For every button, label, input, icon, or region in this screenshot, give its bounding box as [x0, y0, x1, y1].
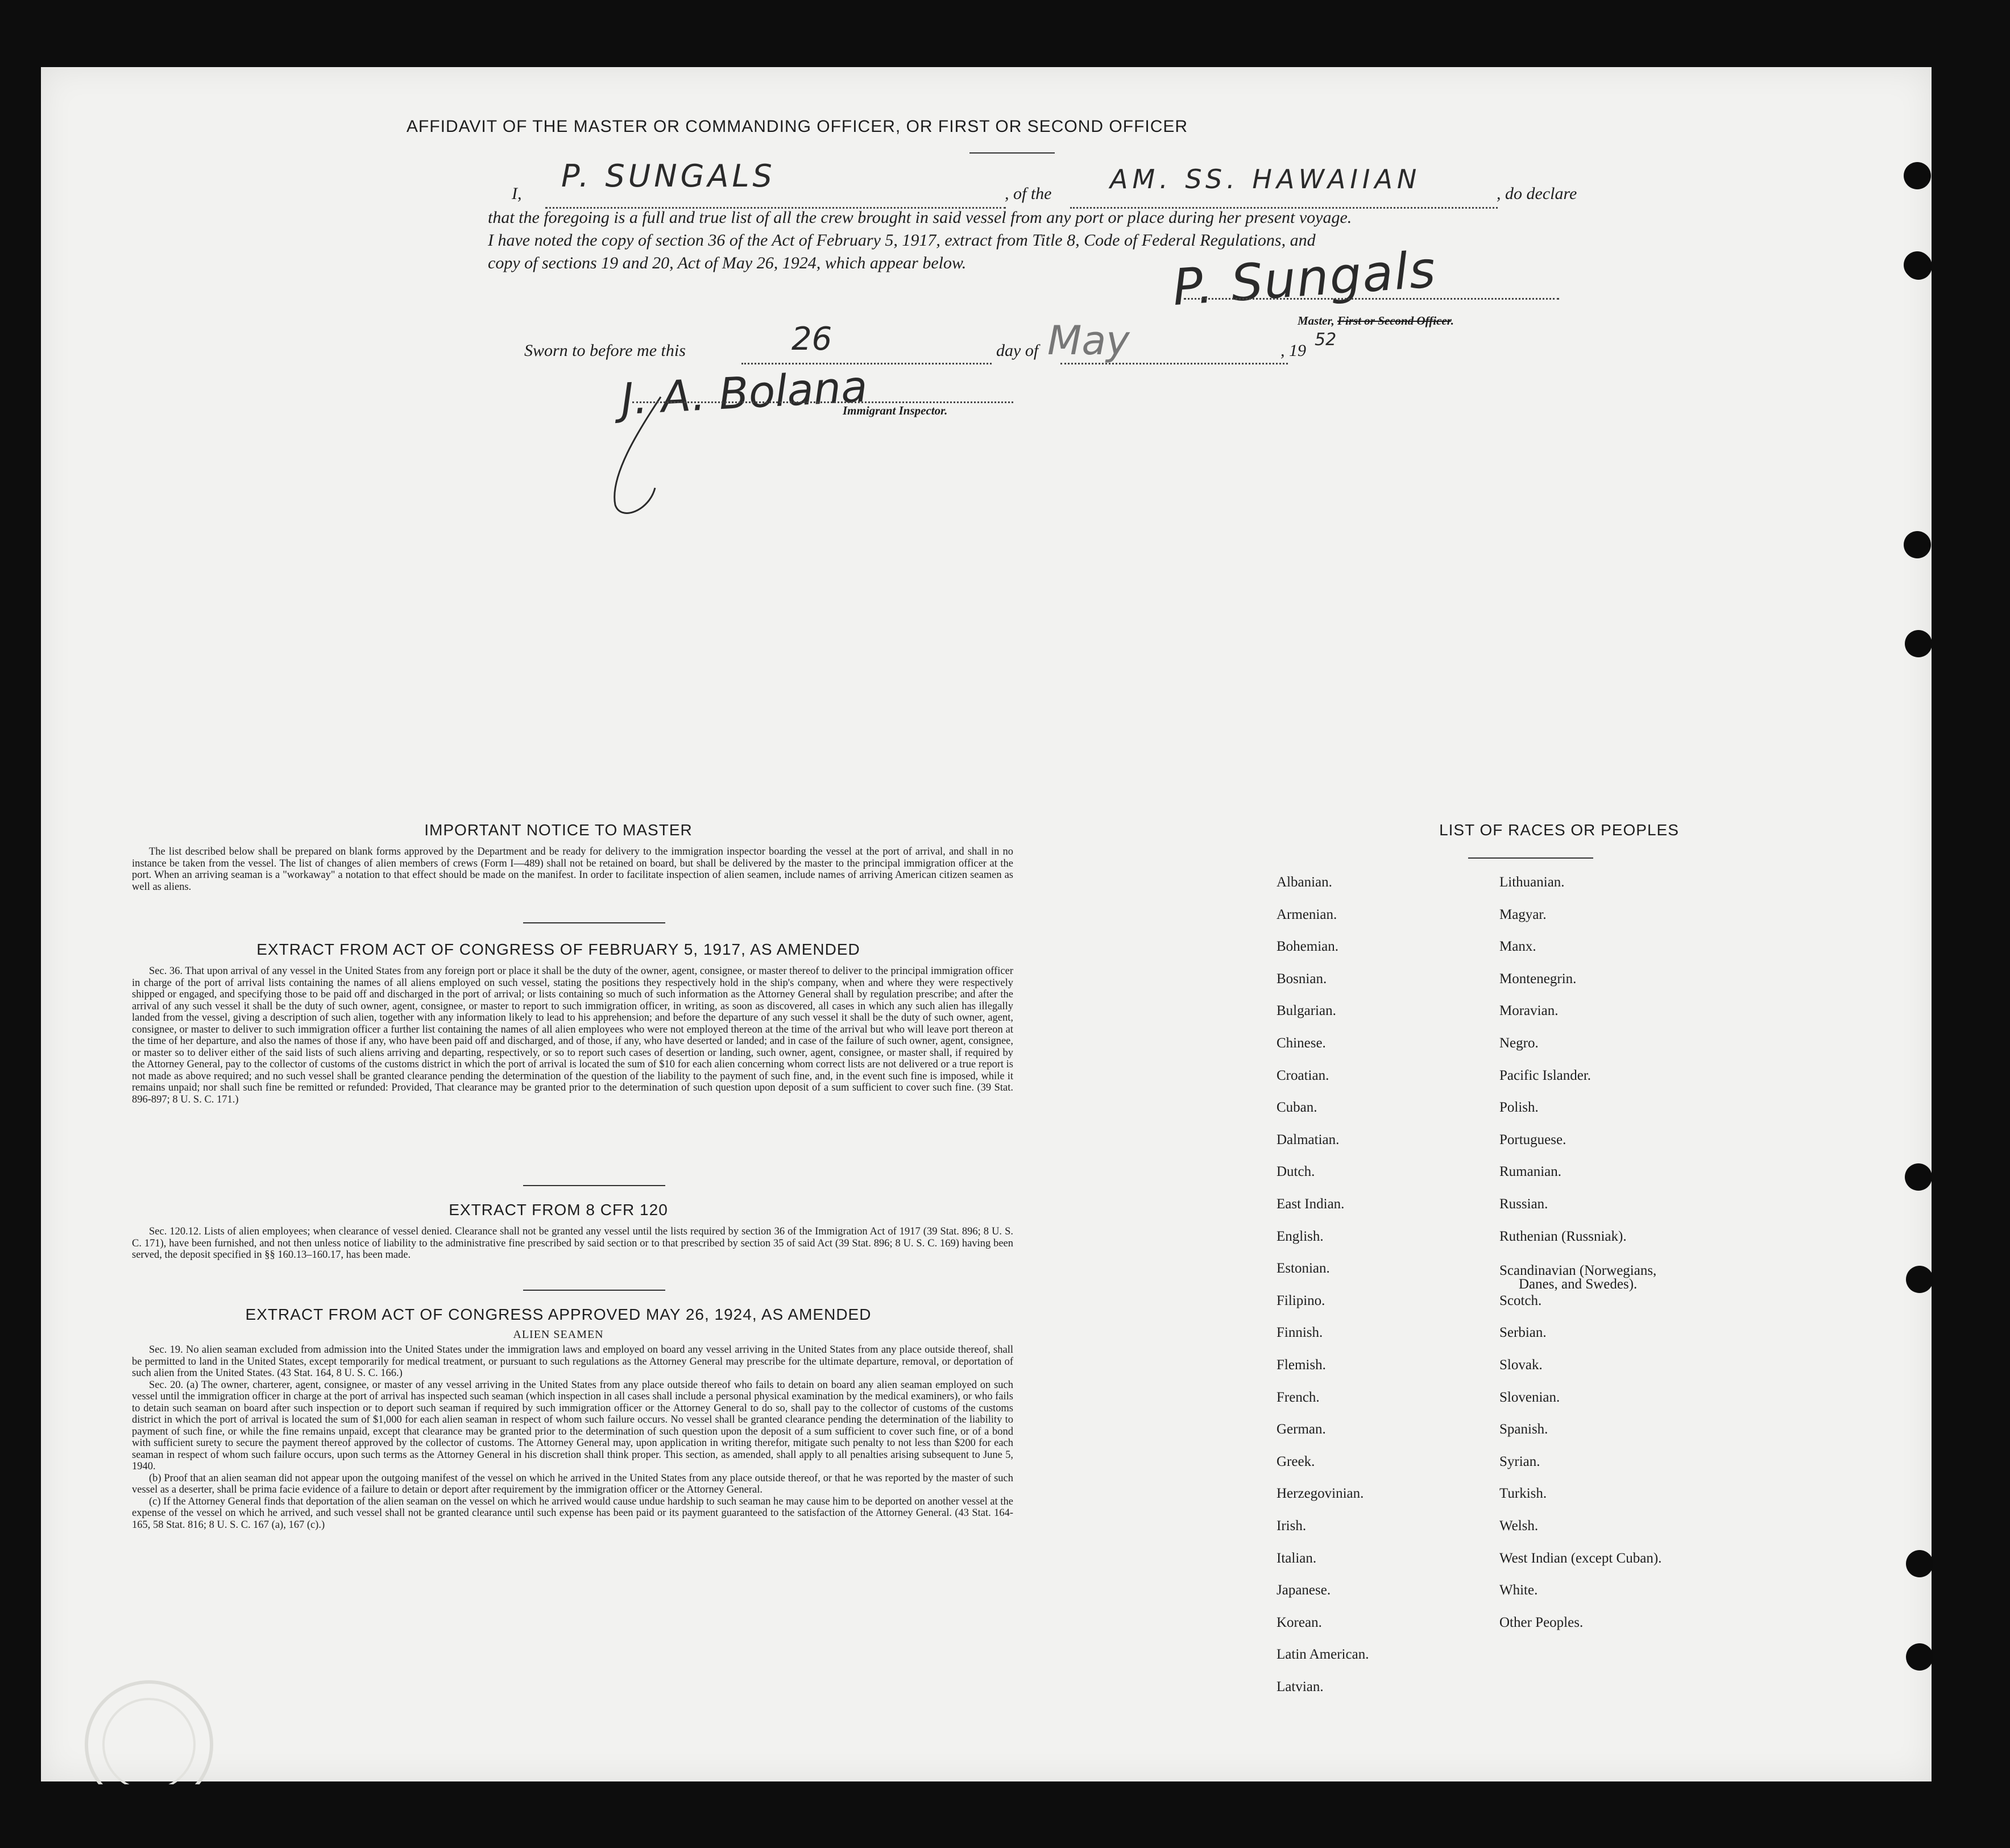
- race-item: Manx.: [1499, 939, 1536, 955]
- race-item: West Indian (except Cuban).: [1499, 1550, 1662, 1566]
- punch-hole: [1905, 1163, 1932, 1191]
- do-declare-label: , do declare: [1497, 184, 1577, 203]
- race-item: Albanian.: [1277, 875, 1332, 890]
- year-handwritten: 52: [1315, 330, 1337, 350]
- race-item: Portuguese.: [1499, 1132, 1566, 1147]
- extract-cfr-divider: [523, 1290, 665, 1291]
- race-item: Flemish.: [1277, 1357, 1326, 1373]
- race-item: Turkish.: [1499, 1486, 1547, 1502]
- day-line: [741, 351, 992, 364]
- race-item: Latin American.: [1277, 1647, 1369, 1663]
- inspector-signature-flourish: [598, 386, 678, 522]
- race-item: Estonian.: [1277, 1261, 1330, 1277]
- extract-1924-text: [132, 1344, 1013, 1531]
- race-item: Serbian.: [1499, 1325, 1547, 1341]
- extract-1917-text: Sec. 36. That upon arrival of any vessel in the United States from any foreign port or place it shall be the duty of the owner, agent, consignee, or master thereof to deliver to the principal immigration officer in charge of the port of arrival lists containing the names of all aliens employed on such vessel, stating the positions they respectively hold in the ship's company, when and where they were respectively shipped or engaged, and specifying those to be paid off and discharged in the port of arrival; or lists containing so much of such information as the Attorney General shall by regulation prescribe; and after the arrival of any such vessel it shall be the duty of such owner, agent, consignee, or master to report to such immigration officer, in writing, as soon as discovered, all cases in which any such alien has illegally landed from the vessel, giving a description of such alien, together with any information likely to lead to his apprehension; and before the departure of any such vessel it shall be the duty of such owner, agent, consignee, or master to deliver to such immigration officer a further list containing the names of all alien employees who were not employed thereon at the time of the arrival but who will leave port thereon at the time of her departure, and also the names of those if any, who have been paid off and discharged, and of those, if any, who have deserted or landed; and in case of the failure of such owner, agent, consignee, or master so to deliver either of the said lists of such aliens arriving and departing, respectively, or so to report such cases of desertion or landing, such owner, agent, consignee, or master shall, if required by the Attorney General, pay to the collector of customs of the customs district in which the port of arrival is located the sum of $10 for each alien concerning whom correct lists are not delivered or a true report is not made as above required; and no such vessel shall be granted clearance pending the determination of the question of the liability to the payment of such fine, and, in the event such fine is imposed, while it remains unpaid; nor shall such fine be remitted or refunded: Provided, That clearance may be granted prior to the determination of such question upon deposit of a sum sufficient to cover such fine. (39 Stat. 896-897; 8 U. S. C. 171.): [132, 966, 1013, 1105]
- extract-cfr-text: Sec. 120.12. Lists of alien employees; when clearance of vessel denied. Clearance shall not be granted any vessel until the lists required by section 36 of the Immigration Act of 1917 (39 Stat. 896; 8 U. S. C. 171), have been furnished, and not then unless notice of liability to the administrative fine prescribed by said section or to that prescribed by section 35 of said Act (39 Stat. 896; 8 U. S. C. 169) having been served, the deposit specified in §§ 160.13–160.17, has been made.: [132, 1226, 1013, 1261]
- day-of-label: day of: [996, 341, 1039, 360]
- race-item: Japanese.: [1277, 1582, 1331, 1598]
- vessel-handwritten: AM. SS. HAWAIIAN: [1110, 164, 1421, 194]
- race-item: Korean.: [1277, 1614, 1322, 1630]
- inspector-line: [632, 397, 1013, 403]
- race-item: Danes, and Swedes).: [1519, 1277, 1638, 1292]
- race-item: Russian.: [1499, 1196, 1548, 1212]
- inspector-signature: J. A. Bolana: [619, 361, 869, 425]
- race-item: Scandinavian (Norwegians,: [1499, 1263, 1657, 1279]
- race-item: Herzegovinian.: [1277, 1486, 1364, 1502]
- race-item: English.: [1277, 1228, 1324, 1244]
- signature-line: [1184, 295, 1559, 300]
- affidavit-title: AFFIDAVIT OF THE MASTER OR COMMANDING OFFICER, OR FIRST OR SECOND OFFICER: [406, 117, 1188, 136]
- race-item: Latvian.: [1277, 1679, 1324, 1694]
- race-item: Slovenian.: [1499, 1389, 1560, 1405]
- race-item: Spanish.: [1499, 1422, 1548, 1437]
- sworn-day-handwritten: 26: [791, 321, 832, 358]
- punch-hole: [1904, 162, 1931, 189]
- sec-19-paragraph: Sec. 19. No alien seaman excluded from admission into the United States under the immigration laws and employed on board any vessel arriving in the United States from any place outside thereof, shall be permitted to land in the United States, except temporarily for medical treatment, or pursuant to such regulations as the Attorney General may prescribe for the ultimate departure, removal, or deportation of such alien from the United States. (43 Stat. 164, 8 U. S. C. 166.): [132, 1344, 1013, 1379]
- race-item: German.: [1277, 1422, 1326, 1437]
- title-divider: [969, 152, 1055, 154]
- i-label: I,: [512, 184, 522, 203]
- race-item: Magyar.: [1499, 906, 1547, 922]
- race-item: Bosnian.: [1277, 971, 1327, 987]
- of-the-label: , of the: [1005, 184, 1052, 203]
- declaration-line-2: that the foregoing is a full and true list of all the crew brought in said vessel from any port or place during her present voyage.: [488, 208, 1352, 227]
- race-item: Greek.: [1277, 1453, 1315, 1469]
- embossed-seal: [75, 1671, 223, 1784]
- race-item: Dalmatian.: [1277, 1132, 1340, 1147]
- races-divider: [1468, 857, 1593, 859]
- alien-seamen-subtitle: ALIEN SEAMEN: [513, 1328, 604, 1341]
- race-item: Polish.: [1499, 1100, 1539, 1116]
- race-item: Negro.: [1499, 1035, 1539, 1051]
- race-item: Dutch.: [1277, 1164, 1315, 1180]
- race-item: Bulgarian.: [1277, 1003, 1336, 1019]
- sec-20c-paragraph: (c) If the Attorney General finds that deportation of the alien seaman on the vessel on which he arrived would cause undue hardship to such seaman he may cause him to be deported on another vessel at the expense of the vessel on which he arrived, and such vessel shall not be granted clearance until such expense has been paid or its payment guaranteed to the satisfaction of the Attorney General. (43 Stat. 164-165, 58 Stat. 816; 8 U. S. C. 167 (a), 167 (c).): [132, 1495, 1013, 1531]
- punch-hole: [1905, 252, 1932, 280]
- notice-text: The list described below shall be prepared on blank forms approved by the Department and be ready for delivery to the immigration inspector boarding the vessel at the port of arrival, and shall in no instance be taken from the vessel. The list of changes of alien members of crews (Form I—489) shall not be retained on board, but shall be delivered by the master to the principal immigration officer at the port. When an arriving seaman is a "workaway" a notation to that effect should be made on the manifest. In order to facilitate inspection of alien seamen, include names of arriving American citizen seamen as well as aliens.: [132, 846, 1013, 893]
- inspector-caption: Immigrant Inspector.: [843, 404, 948, 417]
- race-item: French.: [1277, 1389, 1320, 1405]
- race-item: Croatian.: [1277, 1067, 1329, 1083]
- declaration-line-4: copy of sections 19 and 20, Act of May 26, 1924, which appear below.: [488, 254, 967, 272]
- race-item: Chinese.: [1277, 1035, 1326, 1051]
- race-item: Lithuanian.: [1499, 875, 1565, 890]
- punch-hole: [1905, 630, 1932, 657]
- extract-1924-title: EXTRACT FROM ACT OF CONGRESS APPROVED MAY 26, 1924, AS AMENDED: [245, 1306, 872, 1323]
- race-item: Slovak.: [1499, 1357, 1543, 1373]
- punch-hole: [1904, 531, 1931, 558]
- sworn-month-handwritten: May: [1047, 317, 1130, 364]
- race-item: Ruthenian (Russniak).: [1499, 1228, 1627, 1244]
- notice-title: IMPORTANT NOTICE TO MASTER: [424, 821, 693, 839]
- sec-20a-paragraph: Sec. 20. (a) The owner, charterer, agent, consignee, or master of any vessel arriving in the United States from any place outside thereof who fails to detain on board any alien seaman employed on such vessel until the immigration officer in charge at the port of arrival has inspected such seaman (which inspection in all cases shall include a personal physical examination by the medical examiners), or who fails to detain such seaman on board after such inspection or to deport such seaman if required by such immigration officer or the Attorney General to do so, shall pay to the collector of customs of the customs district in which the port of arrival is located the sum of $1,000 for each alien seaman in respect of whom such failure occurs. No vessel shall be granted clearance pending the determination of the liability to payment of such fine, or while the fine remains unpaid, except that clearance may be granted prior to the determination of such question upon the deposit of a sum sufficient to cover such fine, or of a bond with sufficient surety to secure the payment thereof approved by the collector of customs. The Attorney General may, upon application in writing therefor, mitigate such penalty to not less than $200 for each seaman in respect of whom such failure occurs, upon such terms as the Attorney General in his discretion shall think proper. This section, as amended, shall apply to all penalties arising subsequent to June 5, 1940.: [132, 1379, 1013, 1472]
- race-item: Other Peoples.: [1499, 1614, 1584, 1630]
- master-name-handwritten: P. SUNGALS: [561, 158, 776, 194]
- race-item: Moravian.: [1499, 1003, 1559, 1019]
- race-item: Armenian.: [1277, 906, 1337, 922]
- declaration-line-3: I have noted the copy of section 36 of the Act of February 5, 1917, extract from Title 8, Code of Federal Regulations, and: [488, 231, 1316, 250]
- vessel-line: [1070, 192, 1498, 209]
- document-page: [41, 67, 1932, 1781]
- punch-hole: [1906, 1266, 1933, 1293]
- race-item: Filipino.: [1277, 1292, 1325, 1308]
- race-item: Welsh.: [1499, 1518, 1539, 1534]
- year-prefix: , 19: [1280, 341, 1306, 360]
- master-caption: Master, First or Second Officer.: [1298, 314, 1454, 328]
- race-item: East Indian.: [1277, 1196, 1345, 1212]
- sec-20b-paragraph: (b) Proof that an alien seaman did not appear upon the outgoing manifest of the vessel on which he arrived in the United States from any place outside thereof, or that he was reported by the master of such vessel as a deserter, shall be prima facie evidence of a failure to detain or deport after requirement by the immigration officer or the Attorney General.: [132, 1472, 1013, 1495]
- extract-cfr-title: EXTRACT FROM 8 CFR 120: [449, 1201, 668, 1219]
- race-item: Finnish.: [1277, 1325, 1323, 1341]
- punch-hole: [1906, 1643, 1933, 1671]
- extract-1917-divider: [523, 1185, 665, 1186]
- race-item: White.: [1499, 1582, 1538, 1598]
- race-item: Italian.: [1277, 1550, 1317, 1566]
- master-signature: P. Sungals: [1170, 239, 1439, 317]
- races-title: LIST OF RACES OR PEOPLES: [1439, 821, 1679, 839]
- race-item: Syrian.: [1499, 1453, 1540, 1469]
- master-name-line: [545, 192, 1006, 209]
- race-item: Montenegrin.: [1499, 971, 1577, 987]
- race-item: Rumanian.: [1499, 1164, 1562, 1180]
- race-item: Scotch.: [1499, 1292, 1542, 1308]
- extract-1917-title: EXTRACT FROM ACT OF CONGRESS OF FEBRUARY 5, 1917, AS AMENDED: [256, 940, 860, 958]
- race-item: Irish.: [1277, 1518, 1307, 1534]
- race-item: Pacific Islander.: [1499, 1067, 1592, 1083]
- race-item: Cuban.: [1277, 1100, 1317, 1116]
- sworn-label: Sworn to before me this: [524, 341, 686, 360]
- punch-hole: [1906, 1550, 1933, 1577]
- notice-divider: [523, 922, 665, 923]
- race-item: Bohemian.: [1277, 939, 1339, 955]
